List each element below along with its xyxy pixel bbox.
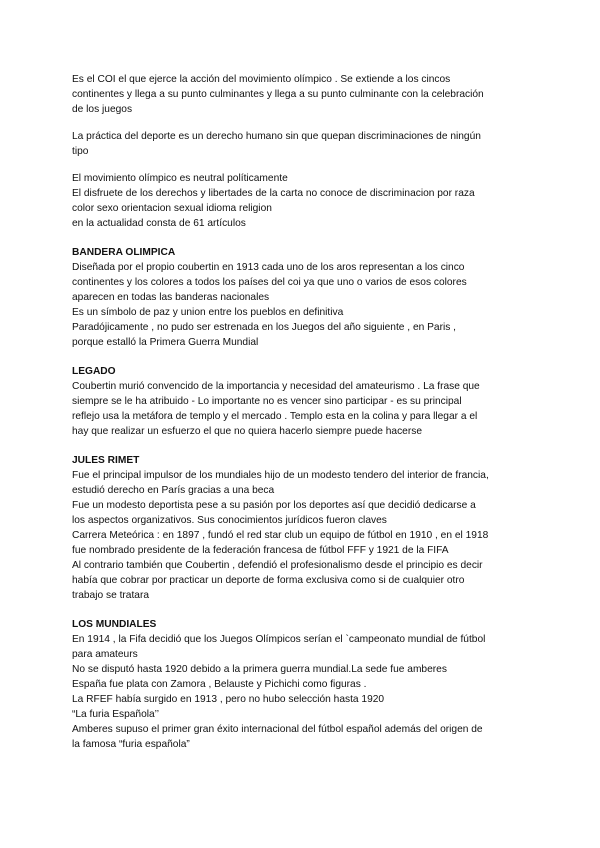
text-line: Diseñada por el propio coubertin en 1913 cada uno de los aros representan a los cinco (72, 262, 465, 273)
text-line: estudió derecho en París gracias a una beca (72, 485, 275, 496)
text-line: No se disputó hasta 1920 debido a la primera guerra mundial.La sede fue amberes (72, 664, 447, 675)
text-line: Fue un modesto deportista pese a su pasión por los deportes así que decidió dedicarse a (72, 500, 476, 511)
text-line: Es el COI el que ejerce la acción del movimiento olímpico . Se extiende a los cincos (72, 74, 451, 85)
text-line: La RFEF había surgido en 1913 , pero no hubo selección hasta 1920 (72, 694, 385, 705)
intro-paragraph-neutral (72, 171, 532, 231)
text-line: para amateurs (72, 649, 138, 660)
text-line: color sexo orientacion sexual idioma religion (72, 203, 272, 214)
text-line: La práctica del deporte es un derecho humano sin que quepan discriminaciones de ningún (72, 131, 481, 142)
text-line: El movimiento olímpico es neutral políticamente (72, 173, 288, 184)
intro-paragraph-coi (72, 72, 532, 117)
text-line: tipo (72, 146, 89, 157)
text-line: de los juegos (72, 104, 133, 115)
section-mundiales (72, 617, 532, 752)
text-line: hay que realizar un esfuerzo el que no quiera hacerlo siempre puede hacerse (72, 426, 422, 437)
section-jules-rimet (72, 453, 532, 603)
section-heading: LEGADO (72, 366, 116, 377)
section-heading: BANDERA OLIMPICA (72, 247, 176, 258)
text-line: porque estalló la Primera Guerra Mundial (72, 337, 259, 348)
text-line: Carrera Meteórica : en 1897 , fundó el red star club un equipo de fútbol en 1910 , en el 1918 (72, 530, 489, 541)
section-bandera (72, 245, 532, 350)
intro-paragraph-derecho (72, 129, 532, 159)
text-line: Amberes supuso el primer gran éxito internacional del fútbol español además del origen de (72, 724, 483, 735)
section-heading: JULES RIMET (72, 455, 140, 466)
text-line: El disfruete de los derechos y libertades de la carta no conoce de discriminacion por raza (72, 188, 475, 199)
text-line: “La furia Española’’ (72, 709, 160, 720)
section-heading: LOS MUNDIALES (72, 619, 157, 630)
text-line: continentes y los colores a todos los países del coi ya que uno o varios de esos colores (72, 277, 467, 288)
text-line: España fue plata con Zamora , Belauste y Pichichi como figuras . (72, 679, 367, 690)
text-line: los aspectos organizativos. Sus conocimientos jurídicos fueron claves (72, 515, 387, 526)
text-line: Al contrario también que Coubertin , defendió el profesionalismo desde el principio es decir (72, 560, 483, 571)
document-page (72, 72, 532, 752)
text-line: Coubertin murió convencido de la importancia y necesidad del amateurismo . La frase que (72, 381, 480, 392)
text-line: trabajo se tratara (72, 590, 150, 601)
section-legado (72, 364, 532, 439)
text-line: En 1914 , la Fifa decidió que los Juegos Olímpicos serían el `campeonato mundial de fútbol (72, 634, 486, 645)
text-line: en la actualidad consta de 61 artículos (72, 218, 246, 229)
text-line: Fue el principal impulsor de los mundiales hijo de un modesto tendero del interior de francia, (72, 470, 489, 481)
text-line: reflejo usa la metáfora de templo y el mercado . Templo esta en la colina y para llegar a el (72, 411, 478, 422)
text-line: Es un símbolo de paz y union entre los pueblos en definitiva (72, 307, 344, 318)
text-line: continentes y llega a su punto culminantes y llega a su punto culminante con la celebración (72, 89, 484, 100)
text-line: aparecen en todas las banderas nacionales (72, 292, 270, 303)
text-line: había que cobrar por practicar un deporte de forma exclusiva como si de cualquier otro (72, 575, 465, 586)
text-line: Paradójicamente , no pudo ser estrenada en los Juegos del año siguiente , en Paris , (72, 322, 456, 333)
text-line: fue nombrado presidente de la federación francesa de fútbol FFF y 1921 de la FIFA (72, 545, 449, 556)
text-line: la famosa “furia española” (72, 739, 190, 750)
text-line: siempre se le ha atribuido - Lo importante no es vencer sino participar - es su principal (72, 396, 462, 407)
